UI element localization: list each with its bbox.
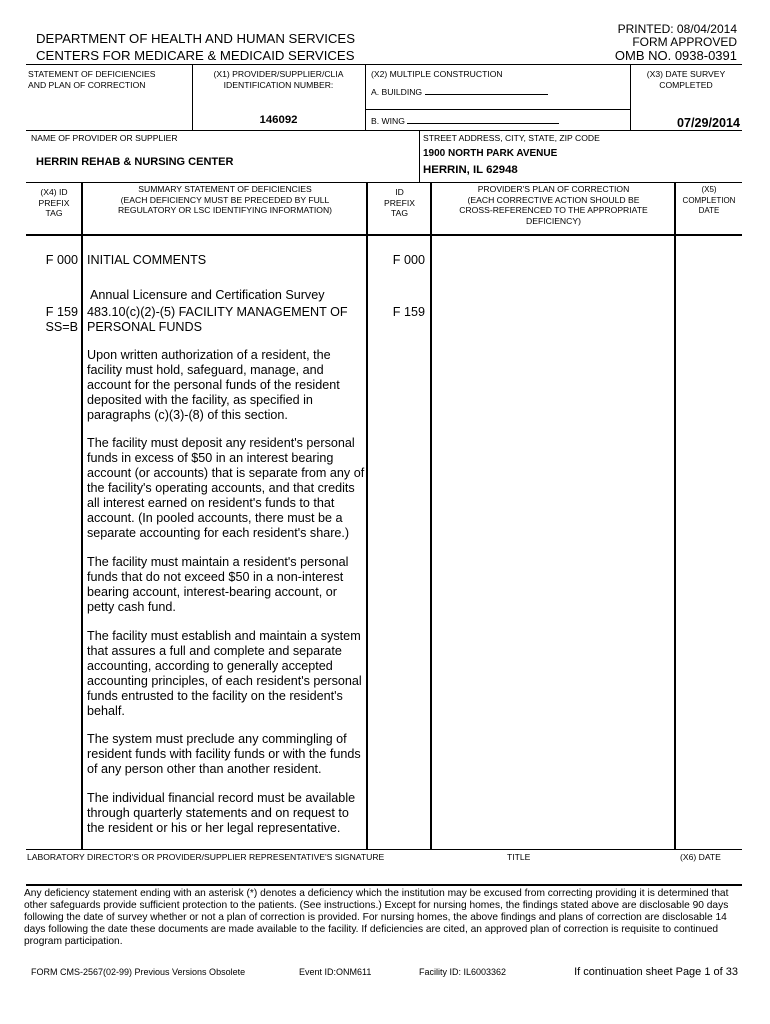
paragraph-1: Upon written authorization of a resident, the facility must hold, safeguard, manage, and account for the personal funds of the resident deposited with the facility, as specified in paragraphs (c)(3)-(8) of this section. xyxy=(87,348,340,422)
address-city: HERRIN, IL 62948 xyxy=(423,164,518,176)
rule-signature-bottom xyxy=(26,884,742,886)
signature-label: LABORATORY DIRECTOR'S OR PROVIDER/SUPPLIER REPRESENTATIVE'S SIGNATURE xyxy=(27,852,385,862)
survey-type: Annual Licensure and Certification Survey xyxy=(90,288,325,302)
department-title: DEPARTMENT OF HEALTH AND HUMAN SERVICES xyxy=(36,31,355,46)
x2-label: (X2) MULTIPLE CONSTRUCTION xyxy=(371,69,503,79)
form-id: FORM CMS-2567(02-99) Previous Versions Obsolete xyxy=(31,967,246,977)
paragraph-5: The system must preclude any commingling of resident funds with facility funds or with the funds of any person other than another resident. xyxy=(87,732,361,776)
tag-f000-right: F 000 xyxy=(392,253,425,267)
id-header: ID PREFIX TAG xyxy=(383,187,416,218)
provider-name: HERRIN REHAB & NURSING CENTER xyxy=(36,156,234,168)
rule-v-col2 xyxy=(366,182,368,849)
x6-date-label: (X6) DATE xyxy=(680,852,721,862)
printed-date: PRINTED: 08/04/2014 xyxy=(617,22,737,36)
disclaimer-text: Any deficiency statement ending with an asterisk (*) denotes a deficiency which the institution may be excused from correcting providing it is determined that other safeguards provide sufficient protection to the patients. (See instructions.) Except for nursing homes, the findings stated above are disclosable 90 days following the date of survey whether or not a plan of correction is provided. For nursing homes, the above findings and plans of correction are disclosable 14 days following the date these documents are made available to the facility. If deficiencies are cited, an approved plan of correction is requisite to continued program participation. xyxy=(24,888,729,947)
x5-header: (X5) COMPLETION DATE xyxy=(682,185,736,215)
omb-number: OMB NO. 0938-0391 xyxy=(614,48,737,63)
tag-f159-left: F 159 xyxy=(45,305,78,319)
event-id: Event ID:ONM611 xyxy=(299,967,372,977)
scope-severity: SS=B xyxy=(45,320,78,334)
rule-v-col4 xyxy=(674,182,676,849)
provider-id-number: 146092 xyxy=(259,114,298,126)
centers-title: CENTERS FOR MEDICARE & MEDICAID SERVICES xyxy=(36,48,355,63)
rule-columns xyxy=(26,182,742,183)
tag-f159-right: F 159 xyxy=(392,305,425,319)
rule-body-top xyxy=(26,234,742,236)
f159-title: 483.10(c)(2)-(5) FACILITY MANAGEMENT OF PERSONAL FUNDS xyxy=(87,305,348,334)
facility-id: Facility ID: IL6003362 xyxy=(419,967,507,977)
x2-building: A. BUILDING xyxy=(371,85,548,98)
provider-name-label: NAME OF PROVIDER OR SUPPLIER xyxy=(31,133,178,143)
rule-body-bottom xyxy=(26,849,742,850)
form-approved: FORM APPROVED xyxy=(632,35,737,49)
x3-label: (X3) DATE SURVEY COMPLETED xyxy=(646,69,726,90)
title-label: TITLE xyxy=(507,852,531,862)
initial-comments-title: INITIAL COMMENTS xyxy=(87,253,207,267)
rule-x2-split xyxy=(365,109,630,110)
page-number: If continuation sheet Page 1 of 33 xyxy=(574,966,738,978)
statement-label: STATEMENT OF DEFICIENCIES AND PLAN OF CORRECTION xyxy=(28,69,156,90)
tag-f000-left: F 000 xyxy=(45,253,78,267)
plan-header: PROVIDER'S PLAN OF CORRECTION (EACH CORRECTIVE ACTION SHOULD BE CROSS-REFERENCED TO THE APPROPRIATE DEFICIENCY) xyxy=(459,184,648,226)
paragraph-4: The facility must establish and maintain a system that assures a full and complete and separate accounting, according to generally accepted accounting principles, of each resident's personal funds entrusted to the facility on the resident's behalf. xyxy=(87,629,362,718)
x1-label: (X1) PROVIDER/SUPPLIER/CLIA IDENTIFICATION NUMBER: xyxy=(213,69,344,90)
address-label: STREET ADDRESS, CITY, STATE, ZIP CODE xyxy=(423,133,600,143)
rule-v-x2 xyxy=(365,64,366,130)
x2-wing: B. WING xyxy=(371,114,559,127)
paragraph-6: The individual financial record must be available through quarterly statements and on request to the resident or his or her legal representative. xyxy=(87,791,356,835)
paragraph-3: The facility must maintain a resident's personal funds that do not exceed $50 in a non-interest bearing account, interest-bearing account, or petty cash fund. xyxy=(87,555,349,614)
rule-provider xyxy=(26,130,742,131)
rule-v-col3 xyxy=(430,182,432,849)
address-street: 1900 NORTH PARK AVENUE xyxy=(423,148,558,159)
rule-v-address xyxy=(419,130,420,182)
summary-header: SUMMARY STATEMENT OF DEFICIENCIES (EACH DEFICIENCY MUST BE PRECEDED BY FULL REGULATORY OR LSC IDENTIFYING INFORMATION) xyxy=(117,184,333,215)
paragraph-2: The facility must deposit any resident's personal funds in excess of $50 in an interest bearing account (or accounts) that is separate from any of the facility's operating accounts, and that credits all interest earned on resident's funds to that account. (In pooled accounts, there must be a separate accounting for each resident's share.) xyxy=(87,436,365,540)
rule-top xyxy=(26,64,742,65)
survey-date: 07/29/2014 xyxy=(676,116,740,130)
x4-header: (X4) ID PREFIX TAG xyxy=(38,187,70,218)
rule-v-col1 xyxy=(81,182,83,849)
